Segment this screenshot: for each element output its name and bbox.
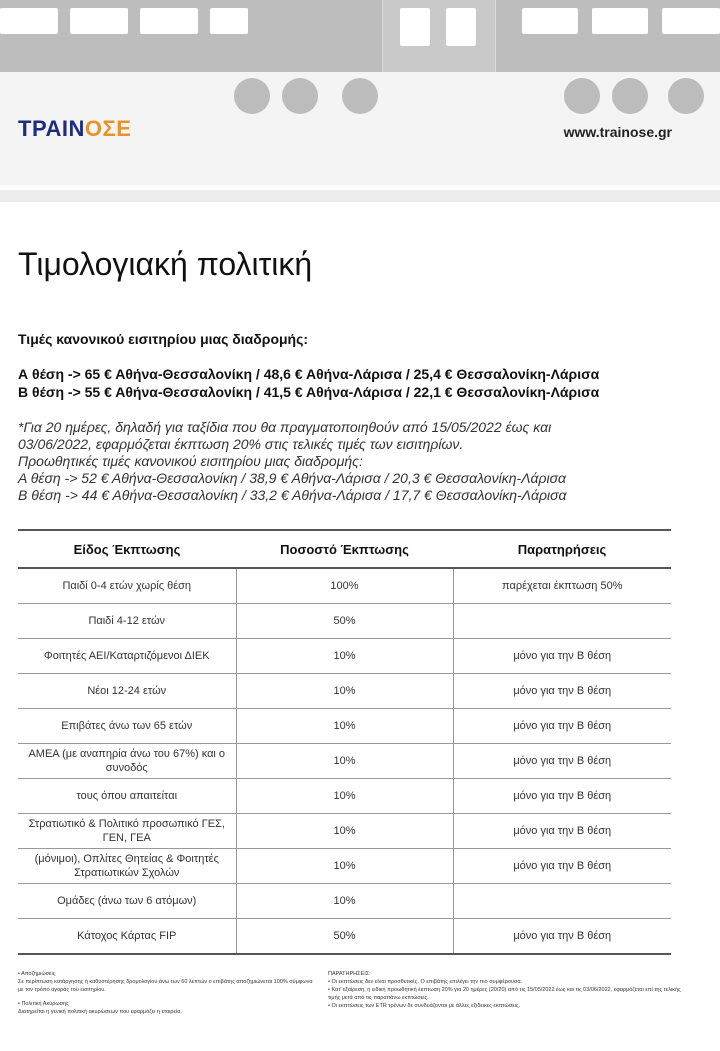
table-row [18,919,671,955]
discount-type-cell: Παιδί 0-4 ετών χωρίς θέση [18,568,236,604]
footnote: Διατηρείται η γενική πολιτική ακυρώσεων που εφαρμόζει η εταιρεία. [18,1009,182,1015]
train-wheel [564,78,600,114]
column-header: Παρατηρήσεις [453,530,671,568]
discount-percent-cell: 10% [236,639,453,674]
remarks-cell [453,604,671,639]
table-row [18,884,671,919]
discount-table [18,529,671,955]
train-window [400,8,430,46]
page-title: Τιμολογιακή πολιτική [18,246,313,282]
table-row [18,639,671,674]
table-row [18,744,671,779]
website-url[interactable]: www.trainose.gr [563,124,672,140]
remarks-cell: παρέχεται έκπτωση 50% [453,568,671,604]
discount-type-cell: Νέοι 12-24 ετών [18,674,236,709]
column-header: Ποσοστό Έκπτωσης [236,530,453,568]
footnote: • Πολιτική Ακύρωσης [18,1001,69,1007]
remarks-cell [453,884,671,919]
remarks-cell: μόνο για την Β θέση [453,709,671,744]
table-row [18,814,671,849]
discount-type-cell: Ομάδες (άνω των 6 ατόμων) [18,884,236,919]
table-row [18,604,671,639]
train-wheel [668,78,704,114]
train-wheel [234,78,270,114]
train-window [446,8,476,46]
discount-type-cell: Φοιτητές ΑΕΙ/Καταρτιζόμενοι ΔΙΕΚ [18,639,236,674]
class-a-price: Α θέση -> 65 € Αθήνα-Θεσσαλονίκη / 48,6 € Αθήνα-Λάρισα / 25,4 € Θεσσαλονίκη-Λάρισα [18,366,600,382]
discount-percent-cell: 10% [236,814,453,849]
train-window [70,8,128,34]
train-window [592,8,648,34]
remarks-cell: μόνο για την Β θέση [453,849,671,884]
discount-percent-cell: 10% [236,709,453,744]
header-banner [0,0,720,185]
footnote: • Οι εκπτώσεις των ETR τρένων δε συνδυάζονται με άλλες εξιδεικες εκπτώσεις. [328,1003,521,1009]
discount-type-cell: τους όπου απαιτείται [18,779,236,814]
remarks-cell: μόνο για την Β θέση [453,744,671,779]
footnote: Σε περίπτωση κατάργησης ή καθυστέρησης δρομολογίου άνω των 60 λεπτών ο επιβάτης αποζημιώνεται 100% σύμφωνα με τον τρόπο αγοράς του εισιτηρίου. [18,979,313,993]
table-header-row [18,530,671,568]
discount-type-cell: (μόνιμοι), Οπλίτες Θητείας & Φοιτητές Στρατιωτικών Σχολών [18,849,236,884]
regular-prices-heading: Τιμές κανονικού εισιτηρίου μιας διαδρομής: [18,331,309,347]
footnote: • Κατ' εξαίρεση, η ειδική προωθητική έκπτωση 20% για 20 ημέρες (20/20) από τις 15/05/2022 έως και τις 03/06/2022, εφαρμόζεται επί της τελικής τιμής μετά από τις παραπάνω εκπτώσεις. [328,987,681,1001]
promo-line: Β θέση -> 44 € Αθήνα-Θεσσαλονίκη / 33,2 € Αθήνα-Λάρισα / 17,7 € Θεσσαλονίκη-Λάρισα [18,487,567,503]
footnotes-right [328,970,693,1016]
train-wheel [282,78,318,114]
table-row [18,849,671,884]
trainose-logo: ΤΡΑΙΝΟΣΕ [18,116,132,141]
discount-percent-cell: 10% [236,744,453,779]
footnote: • Οι εκπτώσεις δεν είναι προσθετικές. Ο επιβάτης επιλέγει την πιο συμφέρουσα. [328,979,523,985]
discount-percent-cell: 10% [236,779,453,814]
column-header: Είδος Έκπτωσης [18,530,236,568]
discount-type-cell: Επιβάτες άνω των 65 ετών [18,709,236,744]
table-row [18,568,671,604]
train-wheel [342,78,378,114]
discount-percent-cell: 10% [236,674,453,709]
discount-percent-cell: 10% [236,884,453,919]
class-b-price: Β θέση -> 55 € Αθήνα-Θεσσαλονίκη / 41,5 € Αθήνα-Λάρισα / 22,1 € Θεσσαλονίκη-Λάρισα [18,384,600,400]
discount-percent-cell: 50% [236,919,453,955]
train-window [0,8,58,34]
promo-line: Α θέση -> 52 € Αθήνα-Θεσσαλονίκη / 38,9 € Αθήνα-Λάρισα / 20,3 € Θεσσαλονίκη-Λάρισα [18,470,567,486]
promo-line: Προωθητικές τιμές κανονικού εισιτηρίου μιας διαδρομής: [18,453,363,469]
footnotes-left [18,970,313,1022]
discount-type-cell: Στρατιωτικό & Πολιτικό προσωπικό ΓΕΣ, ΓΕΝ, ΓΕΑ [18,814,236,849]
discount-type-cell: ΑΜΕΑ (με αναπηρία άνω του 67%) και ο συνοδός [18,744,236,779]
train-window [522,8,578,34]
train-wheel [612,78,648,114]
remarks-cell: μόνο για την Β θέση [453,674,671,709]
promo-line: 03/06/2022, εφαρμόζεται έκπτωση 20% στις τελικές τιμές των εισιτηρίων. [18,436,464,452]
remarks-cell: μόνο για την Β θέση [453,639,671,674]
discount-percent-cell: 50% [236,604,453,639]
table-row [18,674,671,709]
promo-line: *Για 20 ημέρες, δηλαδή για ταξίδια που θα πραγματοποιηθούν από 15/05/2022 έως και [18,419,552,435]
footnote: • Αποζημιώσεις [18,971,56,977]
train-window [662,8,720,34]
table-row [18,779,671,814]
train-window [140,8,198,34]
remarks-cell: μόνο για την Β θέση [453,919,671,955]
train-window [210,8,248,34]
remarks-cell: μόνο για την Β θέση [453,814,671,849]
promo-note [18,419,618,504]
footnote: ΠΑΡΑΤΗΡΗΣΕΙΣ: [328,971,371,977]
remarks-cell: μόνο για την Β θέση [453,779,671,814]
discount-type-cell: Παιδί 4-12 ετών [18,604,236,639]
discount-percent-cell: 100% [236,568,453,604]
discount-percent-cell: 10% [236,849,453,884]
table-row [18,709,671,744]
section-divider [0,190,720,202]
discount-type-cell: Κάτοχος Κάρτας FIP [18,919,236,955]
